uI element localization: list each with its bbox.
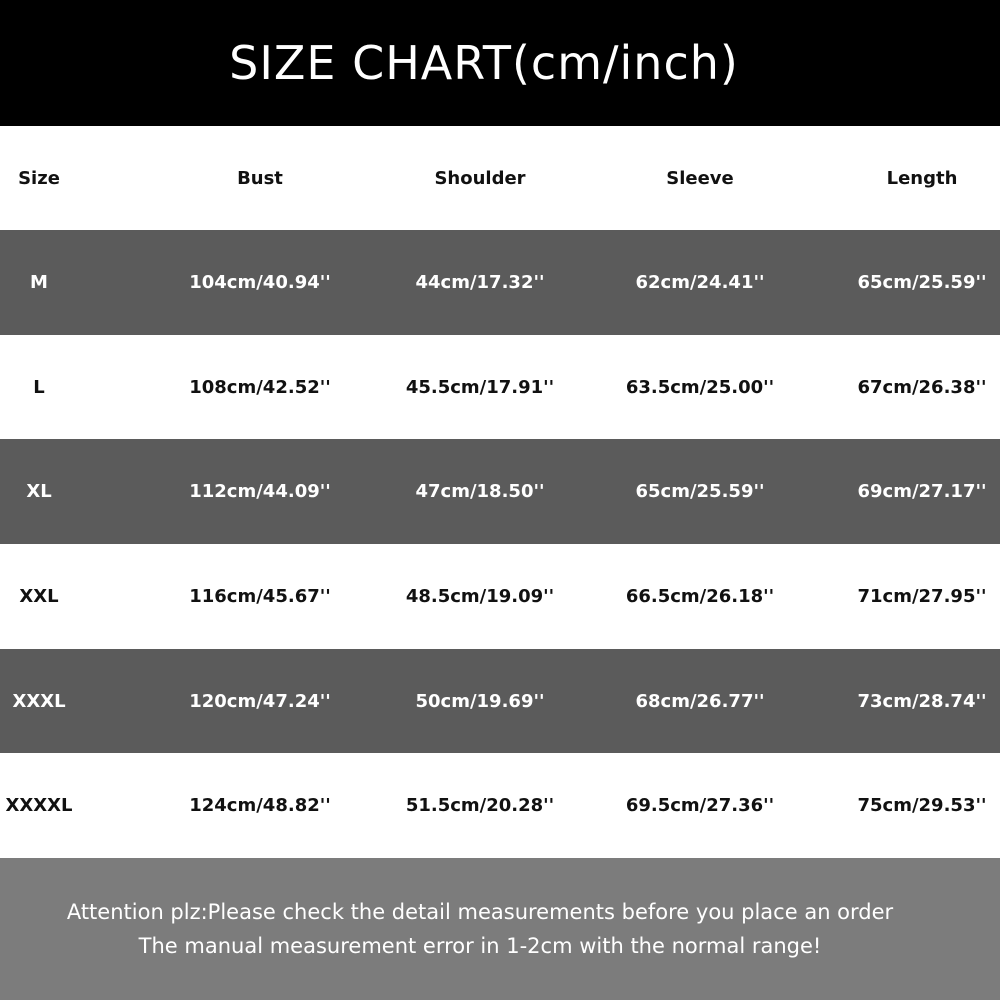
shoulder-cell: 44cm/17.32''	[415, 271, 545, 293]
table-row	[0, 544, 1000, 649]
header-shoulder: Shoulder	[434, 167, 526, 189]
sleeve-cell: 69.5cm/27.36''	[625, 795, 775, 817]
attention-footer	[0, 858, 1000, 1000]
size-cell: M	[30, 271, 48, 293]
size-table	[0, 126, 1000, 858]
bust-cell: 108cm/42.52''	[189, 376, 331, 398]
header-bust: Bust	[237, 167, 283, 189]
bust-cell: 120cm/47.24''	[189, 690, 331, 712]
table-row	[0, 753, 1000, 858]
header-size: Size	[18, 167, 60, 189]
sleeve-cell: 62cm/24.41''	[635, 271, 765, 293]
length-cell: 75cm/29.53''	[857, 795, 987, 817]
shoulder-cell: 51.5cm/20.28''	[405, 795, 555, 817]
sleeve-cell: 66.5cm/26.18''	[625, 585, 775, 607]
size-cell: XXXXL	[5, 795, 73, 817]
shoulder-cell: 45.5cm/17.91''	[405, 376, 555, 398]
header-sleeve: Sleeve	[666, 167, 734, 189]
length-cell: 67cm/26.38''	[857, 376, 987, 398]
size-cell: XXL	[19, 585, 59, 607]
table-row	[0, 439, 1000, 544]
size-cell: XL	[26, 481, 52, 503]
header-length: Length	[886, 167, 958, 189]
size-cell: XXXL	[12, 690, 66, 712]
table-header-row	[0, 126, 1000, 230]
title-banner	[0, 0, 1000, 126]
sleeve-cell: 68cm/26.77''	[635, 690, 765, 712]
shoulder-cell: 47cm/18.50''	[415, 481, 545, 503]
bust-cell: 124cm/48.82''	[189, 795, 331, 817]
length-cell: 69cm/27.17''	[857, 481, 987, 503]
table-row	[0, 335, 1000, 440]
length-cell: 73cm/28.74''	[857, 690, 987, 712]
table-row	[0, 649, 1000, 754]
table-row	[0, 230, 1000, 335]
sleeve-cell: 63.5cm/25.00''	[625, 376, 775, 398]
shoulder-cell: 48.5cm/19.09''	[405, 585, 555, 607]
length-cell: 71cm/27.95''	[857, 585, 987, 607]
bust-cell: 116cm/45.67''	[189, 585, 331, 607]
attention-note: Attention plz:Please check the detail measurements before you place an order	[66, 900, 894, 924]
sleeve-cell: 65cm/25.59''	[635, 481, 765, 503]
size-cell: L	[33, 376, 45, 398]
bust-cell: 104cm/40.94''	[189, 271, 331, 293]
measurement-error-note: The manual measurement error in 1-2cm with the normal range!	[138, 934, 822, 958]
page-title: SIZE CHART(cm/inch)	[229, 36, 739, 90]
length-cell: 65cm/25.59''	[857, 271, 987, 293]
shoulder-cell: 50cm/19.69''	[415, 690, 545, 712]
bust-cell: 112cm/44.09''	[189, 481, 331, 503]
